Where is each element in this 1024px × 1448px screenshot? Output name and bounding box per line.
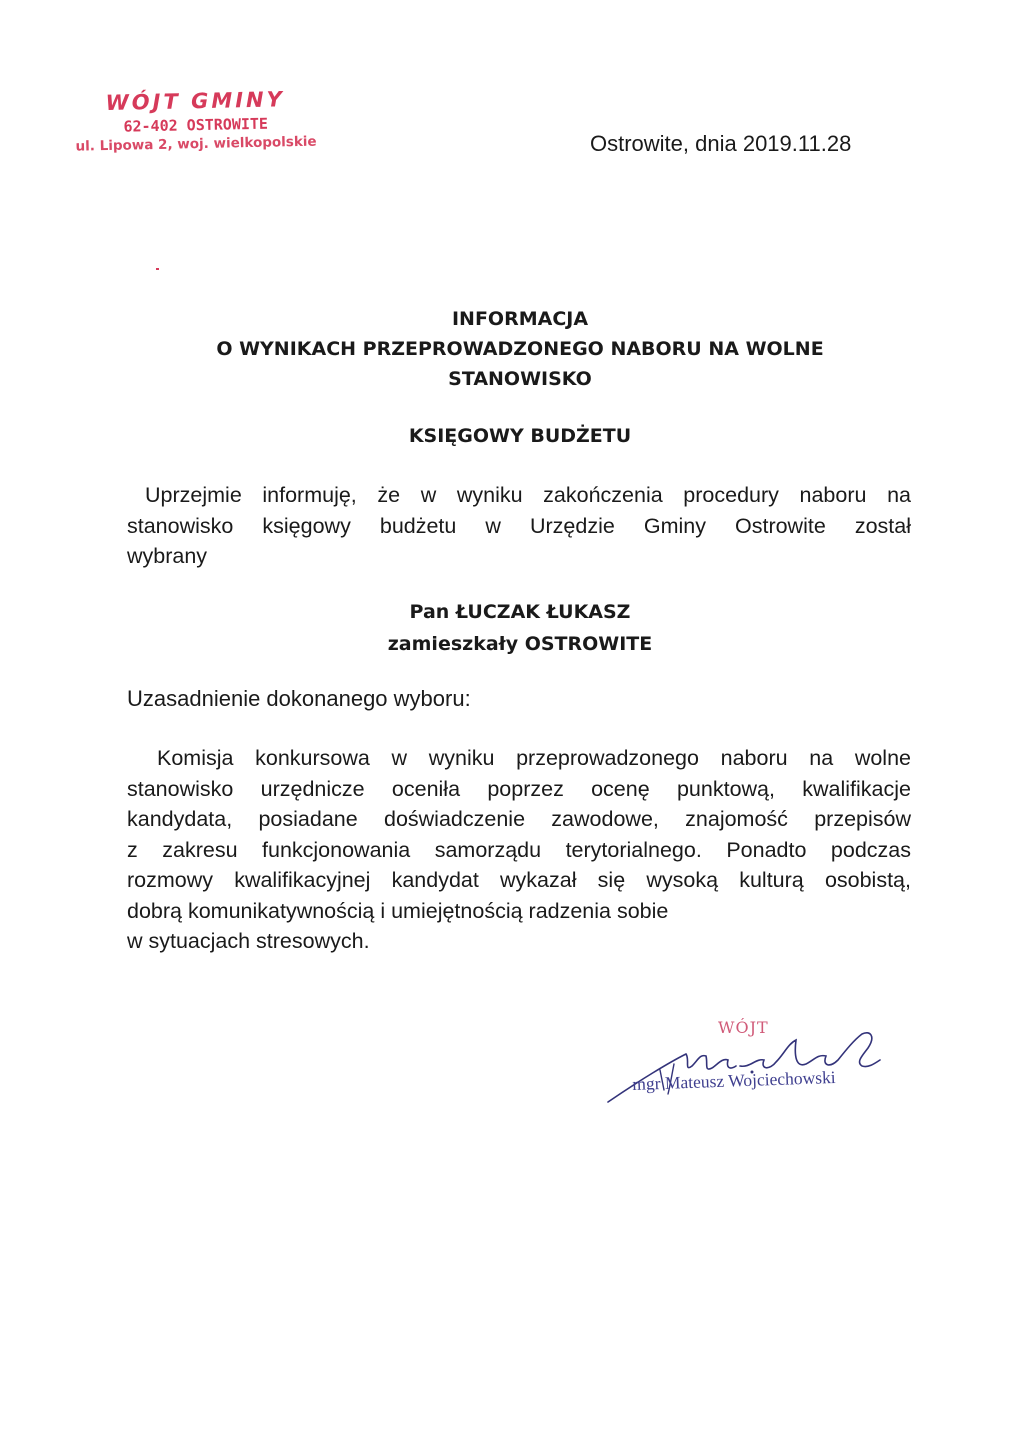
- justification-line-6: dobrą komunikatywnością i umiejętnością radzenia sobie: [127, 898, 669, 923]
- justification-heading: Uzasadnienie dokonanego wyboru:: [127, 686, 471, 711]
- stamp-title: WÓJT GMINY: [105, 87, 286, 116]
- stamp-address: ul. Lipowa 2, woj. wielkopolskie: [75, 133, 317, 155]
- justification-line-4: z zakresu funkcjonowania samorządu terytorialnego. Ponadto podczas: [127, 837, 911, 862]
- document-date: Ostrowite, dnia 2019.11.28: [590, 131, 852, 156]
- intro-line-3: wybrany: [127, 544, 208, 568]
- signatory-name: mgr Mateusz Wojciechowski: [632, 1066, 836, 1094]
- intro-paragraph: [127, 480, 911, 572]
- handwritten-signature: [600, 1010, 900, 1120]
- justification-line-7: w sytuacjach stresowych.: [127, 929, 370, 953]
- justification-paragraph: [127, 743, 911, 957]
- document-title: [100, 304, 940, 394]
- justification-line-2: stanowisko urzędnicze oceniła poprzez ocenę punktową, kwalifikacje: [127, 776, 911, 801]
- justification-line-1: Komisja konkursowa w wyniku przeprowadzonego naboru na wolne: [157, 746, 911, 770]
- title-line-1: INFORMACJA: [451, 308, 589, 330]
- signature-title: WÓJT: [718, 1018, 769, 1037]
- ink-speck: [156, 268, 159, 270]
- stamp-postal-code: 62-402 OSTROWITE: [123, 114, 269, 136]
- candidate-block: [100, 596, 940, 660]
- position-title: KSIĘGOWY BUDŻETU: [408, 425, 632, 447]
- justification-line-3: kandydata, posiadane doświadczenie zawodowe, znajomość przepisów: [127, 807, 911, 831]
- intro-line-2: stanowisko księgowy budżetu w Urzędzie Gminy Ostrowite został: [127, 513, 911, 538]
- candidate-name: Pan ŁUCZAK ŁUKASZ: [409, 601, 631, 623]
- title-line-3: STANOWISKO: [448, 368, 592, 390]
- intro-line-1: Uprzejmie informuję, że w wyniku zakończenia procedury naboru na: [145, 483, 911, 507]
- justification-line-5: rozmowy kwalifikacyjnej kandydat wykazał się wysoką kulturą osobistą,: [127, 868, 911, 892]
- title-line-2: O WYNIKACH PRZEPROWADZONEGO NABORU NA WOLNE: [216, 338, 824, 360]
- candidate-residence: zamieszkały OSTROWITE: [387, 633, 653, 655]
- official-stamp: [60, 86, 331, 156]
